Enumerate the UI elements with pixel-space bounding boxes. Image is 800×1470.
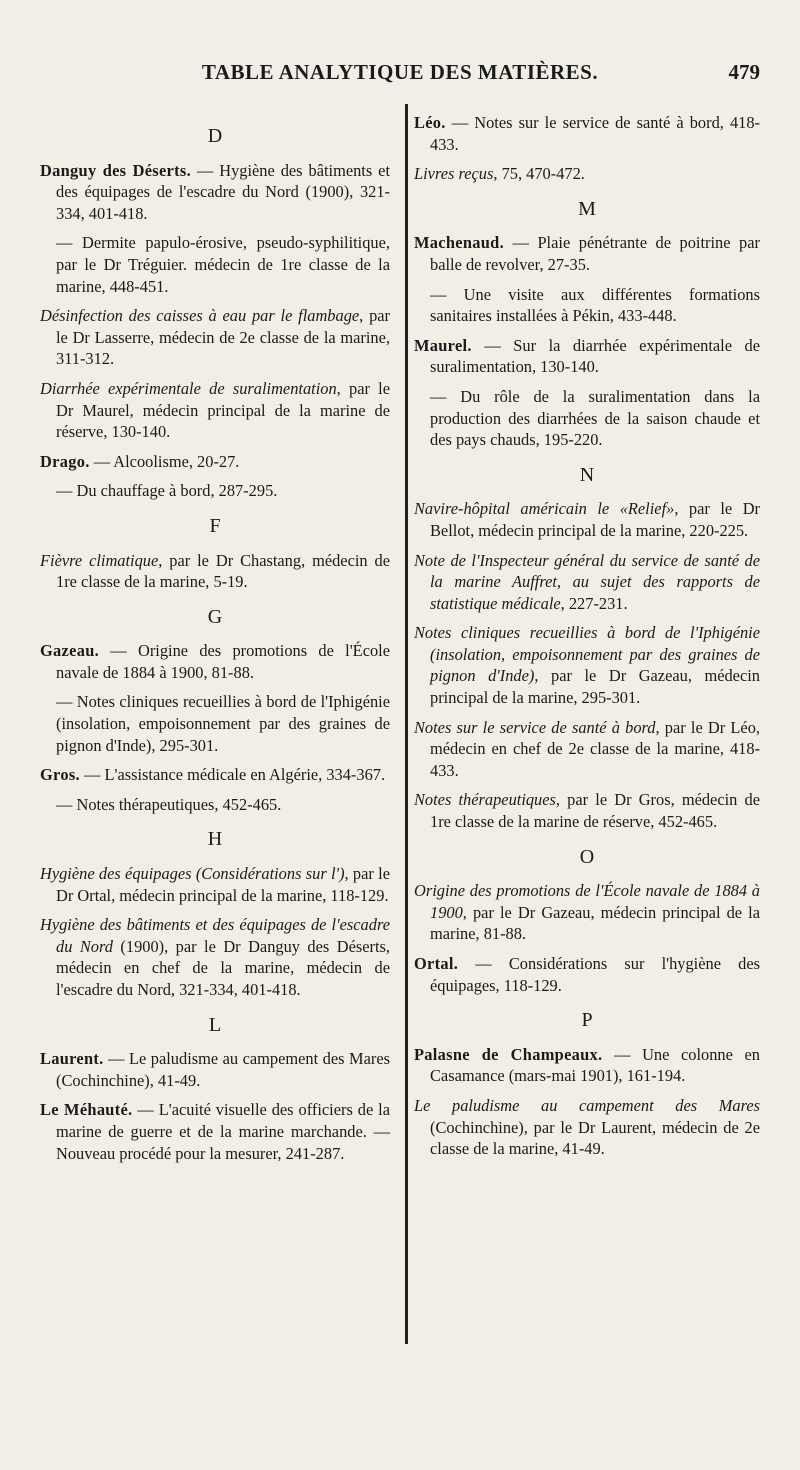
index-entry <box>414 112 760 155</box>
entry-name: Palasne de Champeaux. <box>414 1044 603 1064</box>
entry-title: Note de l'Inspecteur général du service de santé de la marine Auffret, au sujet des rapports de statistique médicale <box>414 550 760 613</box>
entry-name: Laurent. <box>40 1049 104 1069</box>
right-column <box>414 112 760 1168</box>
index-entry <box>40 764 390 786</box>
entry-text: , par le Dr Ortal, médecin principal de la marine, 118-129. <box>56 864 390 905</box>
entry-title: Notes thérapeutiques <box>414 790 556 810</box>
index-entry <box>40 1048 390 1091</box>
page-header <box>40 60 760 90</box>
entry-text: , par le Dr Gazeau, médecin principal de la marine, 295-301. <box>430 666 760 708</box>
index-entry <box>40 378 390 443</box>
entry-name: Machenaud. <box>414 233 504 253</box>
entry-text: — Sur la diarrhée expérimentale de suralimentation, 130-140. <box>430 335 760 377</box>
left-column <box>40 112 390 1172</box>
entry-name: Gazeau. <box>40 641 100 661</box>
index-entry <box>40 550 390 593</box>
entry-name: Danguy des Déserts. <box>40 160 191 180</box>
entry-title: Livres reçus <box>414 164 494 184</box>
running-title: TABLE ANALYTIQUE DES MATIÈRES. <box>201 60 599 84</box>
index-entry <box>40 451 390 473</box>
entry-title: Désinfection des caisses à eau par le flambage <box>40 306 360 326</box>
entry-text: — Notes sur le service de santé à bord, 418-433. <box>430 113 760 154</box>
entry-text: — Considérations sur l'hygiène des équipages, 118-129. <box>430 954 760 995</box>
index-entry <box>40 914 390 1000</box>
section-letter-d: D <box>207 125 223 147</box>
entry-name: Maurel. <box>414 335 472 355</box>
entry-text: , par le Dr Bellot, médecin principal de la marine, 220-225. <box>430 499 760 540</box>
index-subentry: — Dermite papulo-érosive, pseudo-syphilitique, par le Dr Tréguier. médecin de 1re classe de la marine, 448-451. <box>56 233 390 296</box>
index-entry <box>40 640 390 683</box>
section-letter-f: F <box>209 514 221 537</box>
entry-name: Le Méhauté. <box>40 1100 133 1120</box>
entry-text: , par le Dr Gros, médecin de 1re classe de la marine de réserve, 452-465. <box>430 790 760 832</box>
entry-title: Notes sur le service de santé à bord <box>414 717 656 737</box>
entry-text: , par le Dr Lasserre, médecin de 2e classe de la marine, 311-312. <box>56 306 390 369</box>
index-entry <box>414 498 760 541</box>
entry-title: Hygiène des bâtiments et des équipages de l'escadre du Nord <box>40 915 390 956</box>
entry-name: Ortal. <box>414 954 459 973</box>
entry-title: Origine des promotions de l'École navale de 1884 à 1900 <box>414 881 760 922</box>
section-letter-h: H <box>207 828 223 851</box>
index-entry <box>414 622 760 708</box>
entry-text: — Hygiène des bâtiments et des équipages de l'escadre du Nord (1900), 321-334, 401-418. <box>56 160 390 223</box>
page-number: 479 <box>728 60 760 84</box>
section-letter-p: P <box>581 1009 593 1032</box>
entry-title: Fièvre climatique <box>40 550 159 570</box>
index-subentry: — Du rôle de la suralimentation dans la production des diarrhées de la saison chaude et des pays chauds, 195-220. <box>430 386 760 450</box>
entry-text: , 227-231. <box>560 593 628 613</box>
entry-name: Drago. <box>40 451 90 471</box>
entry-text: , par le Dr Gazeau, médecin principal de la marine, 81-88. <box>430 902 760 944</box>
entry-name: Gros. <box>40 765 80 785</box>
entry-title: Le paludisme au campement des Mares <box>414 1095 760 1115</box>
entry-text: , 75, 470-472. <box>493 164 585 184</box>
section-letter-g: G <box>207 605 223 628</box>
entry-text: — L'assistance médicale en Algérie, 334-367. <box>79 765 386 785</box>
column-divider <box>405 104 408 1344</box>
index-entry <box>414 789 760 832</box>
entry-title: Navire-hôpital américain le «Relief» <box>414 499 675 519</box>
entry-title: Notes cliniques recueillies à bord de l'Iphigénie (insolation, empoisonnement par des graines de pignon d'Inde) <box>414 623 760 686</box>
index-entry <box>414 335 760 378</box>
entry-text: — Origine des promotions de l'École navale de 1884 à 1900, 81-88. <box>56 641 390 682</box>
index-subentry: — Notes thérapeutiques, 452-465. <box>56 794 282 814</box>
index-entry <box>40 160 390 225</box>
entry-title: Hygiène des équipages (Considérations sur l') <box>40 864 345 884</box>
entry-title: Diarrhée expérimentale de suralimentation <box>40 378 337 398</box>
index-subentry: — Une visite aux différentes formations sanitaires installées à Pékin, 433-448. <box>430 284 760 326</box>
index-subentry: — Notes cliniques recueillies à bord de l'Iphigénie (insolation, empoisonnement par des graines de pignon d'Inde), 295-301. <box>56 692 390 755</box>
index-subentry: — Du chauffage à bord, 287-295. <box>56 481 278 501</box>
index-entry <box>40 863 390 906</box>
index-entry <box>414 953 760 996</box>
entry-text: — Plaie pénétrante de poitrine par balle de revolver, 27-35. <box>430 233 760 274</box>
index-entry <box>40 305 390 370</box>
entry-text: , par le Dr Chastang, médecin de 1re classe de la marine, 5-19. <box>56 550 390 592</box>
index-entry <box>414 163 760 185</box>
entry-name: Léo. <box>414 113 446 132</box>
section-letter-n: N <box>579 463 595 486</box>
index-entry <box>414 1095 760 1160</box>
entry-text: , par le Dr Léo, médecin en chef de 2e classe de la marine, 418-433. <box>430 717 760 780</box>
entry-text: (Cochinchine), par le Dr Laurent, médecin de 2e classe de la marine, 41-49. <box>430 1117 760 1159</box>
section-letter-l: L <box>208 1013 222 1036</box>
index-entry <box>414 880 760 945</box>
index-entry <box>414 717 760 782</box>
index-entry <box>40 1099 390 1164</box>
index-entry <box>414 550 760 615</box>
entry-text: — Le paludisme au campement des Mares (Cochinchine), 41-49. <box>56 1049 390 1090</box>
index-entry <box>414 232 760 275</box>
entry-text: (1900), par le Dr Danguy des Déserts, médecin en chef de la marine, médecin de l'escadre du Nord, 321-334, 401-418. <box>56 936 390 999</box>
entry-text: — Alcoolisme, 20-27. <box>89 451 240 471</box>
entry-text: — Une colonne en Casamance (mars-mai 1901), 161-194. <box>430 1044 760 1086</box>
index-entry <box>414 1044 760 1087</box>
entry-text: — L'acuité visuelle des officiers de la marine de guerre et de la marine marchande. — Nouveau procédé pour la mesurer, 241-287. <box>56 1100 391 1163</box>
section-letter-o: O <box>579 845 595 868</box>
section-letter-m: M <box>578 197 596 220</box>
entry-text: , par le Dr Maurel, médecin principal de la marine de réserve, 130-140. <box>56 378 391 442</box>
